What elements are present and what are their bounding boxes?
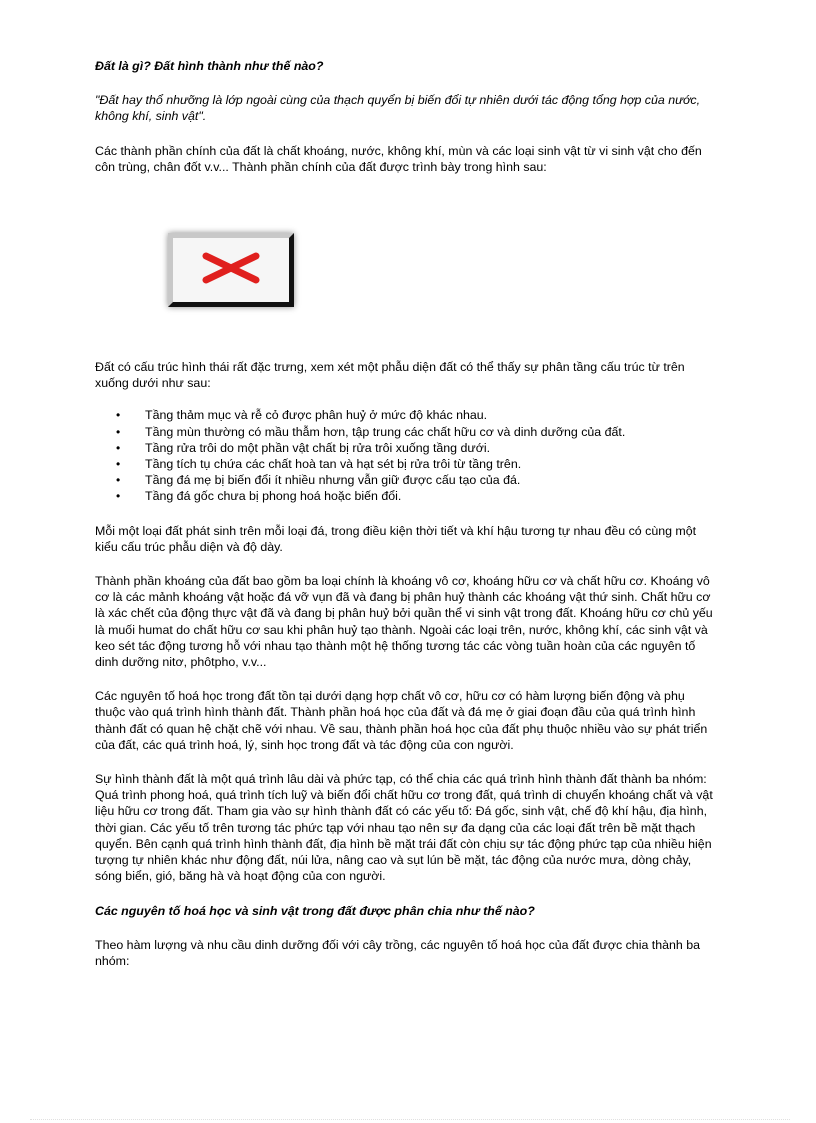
intro-paragraph: Các thành phần chính của đất là chất khoáng, nước, không khí, mùn và các loại sinh vật từ vi sinh vật cho đến côn trùng, chân đốt v.v... Thành phần chính của đất được trình bày trong hình sau: [95,143,702,174]
bullet-icon: • [116,489,121,504]
bullet-icon: • [116,408,121,423]
bullet-icon: • [116,424,121,439]
list-item: • Tầng đá gốc chưa bị phong hoá hoặc biến đổi. [116,489,402,504]
paragraph: Các nguyên tố hoá học trong đất tồn tại dưới dạng hợp chất vô cơ, hữu cơ có hàm lượng biến động và phụ thuộc vào quá trình hình thành đất. Thành phần hoá học của đất và đá mẹ ở giai đoạn đầu của quá trình hình thành đất có quan hệ chặt chẽ với nhau. Về sau, thành phần hoá học của đất phụ thuộc nhiều vào sự phát triển của đất, các quá trình hoá, lý, sinh học trong đất và tác động của con người. [95,689,708,752]
figure-container [95,233,715,359]
paragraph: Theo hàm lượng và nhu cầu dinh dưỡng đối với cây trồng, các nguyên tố hoá học của đất được chia thành ba nhóm: [95,937,701,968]
structure-intro-paragraph: Đất có cấu trúc hình thái rất đặc trưng, xem xét một phẫu diện đất có thể thấy sự phân tầng cấu trúc từ trên xuống dưới như sau: [95,360,685,391]
soil-layer-list [95,407,715,504]
bullet-icon: • [116,440,121,455]
list-item: • Tầng rửa trôi do một phần vật chất bị rửa trôi xuống tầng dưới. [116,440,491,455]
red-x-icon [200,252,262,284]
bullet-icon: • [116,457,121,472]
list-item: • Tầng tích tụ chứa các chất hoà tan và hạt sét bị rửa trôi từ tầng trên. [116,457,522,472]
list-item: • Tầng mùn thường có mầu thẫm hơn, tập trung các chất hữu cơ và dinh dưỡng của đất. [116,424,626,439]
paragraph: Mỗi một loại đất phát sinh trên mỗi loại đá, trong điều kiện thời tiết và khí hậu tương tự nhau đều có cùng một kiểu cấu trúc phẫu diện và độ dày. [95,523,697,554]
list-item: • Tầng đá mẹ bị biến đổi ít nhiều nhưng vẫn giữ được cấu tạo của đá. [116,473,521,488]
broken-image-icon [168,233,294,307]
section-heading-2: Các nguyên tố hoá học và sinh vật trong đất được phân chia như thế nào? [95,903,535,918]
paragraph: Sự hình thành đất là một quá trình lâu dài và phức tạp, có thể chia các quá trình hình thành đất thành ba nhóm: Quá trình phong hoá, quá trình tích luỹ và biến đổi chất hữu cơ trong đất, quá trình di chuyển khoáng chất và vật liệu hữu cơ trong đất. Tham gia vào sự hình thành đất có các yếu tố: Đá gốc, sinh vật, chế độ khí hậu, địa hình, thời gian. Các yếu tố trên tương tác phức tạp với nhau tạo nên sự đa dạng của các loại đất trên bề mặt thạch quyển. Bên cạnh quá trình hình thành đất, địa hình bề mặt trái đất còn chịu sự tác động phức tạp của nhiều hiện tượng tự nhiên khác như động đất, núi lửa, nâng cao và sụt lún bề mặt, tác động của nước mưa, dòng chảy, sóng biển, gió, băng hà và hoạt động của con người. [95,772,713,884]
definition-quote: "Đất hay thổ nhưỡng là lớp ngoài cùng của thạch quyển bị biến đổi tự nhiên dưới tác động tổng hợp của nước, không khí, sinh vật". [95,93,701,124]
list-item: • Tầng thảm mục và rễ cỏ được phân huỷ ở mức độ khác nhau. [116,408,488,423]
paragraph: Thành phần khoáng của đất bao gồm ba loại chính là khoáng vô cơ, khoáng hữu cơ và chất hữu cơ. Khoáng vô cơ là các mảnh khoáng vật hoặc đá vỡ vụn đã và đang bị phân huỷ thành các khoáng vật thứ sinh. Chất hữu cơ là xác chết của động thực vật đã và đang bị phân huỷ bởi quần thể vi sinh vật trong đất. Khoáng hữu cơ chủ yếu là muối humat do chất hữu cơ sau khi phân huỷ tạo thành. Ngoài các loại trên, nước, không khí, các sinh vật và keo sét tác động tương hỗ với nhau tạo thành một hệ thống tương tác các vòng tuần hoàn của các nguyên tố dinh dưỡng nitơ, phôtpho, v.v... [95,574,713,670]
bullet-icon: • [116,473,121,488]
section-heading-1: Đất là gì? Đất hình thành như thế nào? [95,59,324,73]
document-page [95,58,715,969]
page-divider [30,1119,790,1120]
